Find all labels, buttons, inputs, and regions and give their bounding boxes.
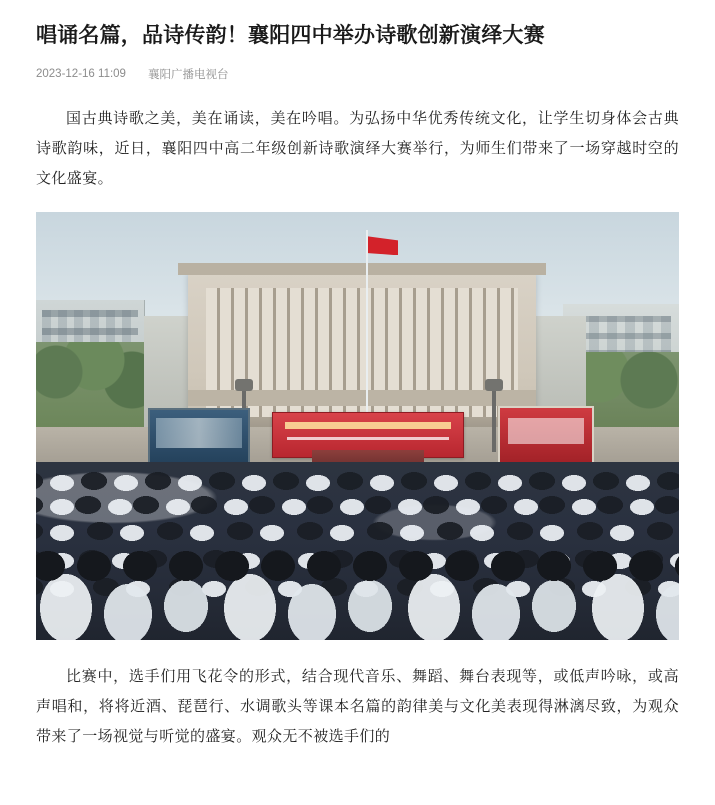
- photo-crowd-front-heads: [36, 542, 679, 588]
- page-title: 唱诵名篇，品诗传韵！襄阳四中举办诗歌创新演绎大赛: [36, 24, 545, 47]
- publish-date: 2023-12-16 11:09: [36, 68, 126, 81]
- photo-led-screen-right: [498, 406, 594, 464]
- photo-student-crowd: [36, 462, 679, 640]
- photo-lamp-post-right: [492, 388, 496, 452]
- article-paragraph-2: 比赛中，选手们用飞花令的形式，结合现代音乐、舞蹈、舞台表现等，或低声吟咏，或高声唱和，将将近酒、琵琶行、水调歌头等课本名篇的韵律美与文化美表现得淋漓尽致，为观众带来了一场视觉与听觉的盛宴。观众无不被选手们的: [36, 668, 679, 746]
- article-paragraph-1: 国古典诗歌之美，美在诵读，美在吟唱。为弘扬中华优秀传统文化，让学生切身体会古典诗歌韵味，近日，襄阳四中高二年级创新诗歌演绎大赛举行，为师生们带来了一场穿越时空的文化盛宴。: [36, 110, 679, 188]
- article-photo: [36, 212, 679, 640]
- photo-crowd-row: [36, 492, 679, 518]
- photo-crowd-row: [36, 468, 679, 494]
- article-source: 襄阳广播电视台: [147, 69, 229, 82]
- photo-crowd-row: [36, 518, 679, 544]
- photo-led-screen-left: [148, 408, 250, 468]
- photo-building-band: [188, 390, 536, 406]
- article-meta: [36, 66, 679, 82]
- photo-building-roof: [178, 263, 546, 275]
